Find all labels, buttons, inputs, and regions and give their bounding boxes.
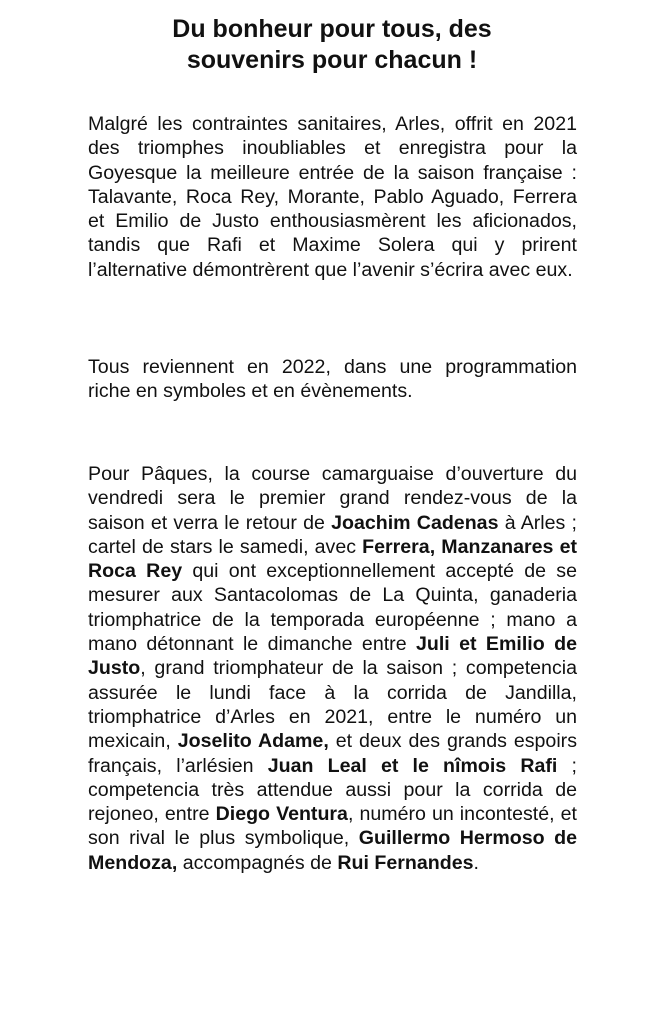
text-segment: , numéro un incontesté, et son rival le plus symbolique,	[88, 803, 577, 850]
text-segment: et deux des grands espoirs français, l’arlésien	[88, 730, 578, 777]
title-line-1: Du bonheur pour tous, des	[172, 15, 492, 43]
text-segment: Pour Pâques, la course camarguaise d’ouverture du vendredi sera le premier grand rendez-vous de la saison et verra le retour de	[88, 463, 577, 534]
text-segment: qui ont exceptionnellement accepté de se mesurer aux Santacolomas de La Quinta, ganaderia triomphatrice de la temporada européenne ; mano a mano détonnant le dimanche entre	[88, 560, 577, 656]
text-segment: .	[473, 851, 479, 874]
document-title	[0, 14, 664, 76]
highlight-name: Guillermo Hermoso de Mendoza,	[88, 827, 577, 874]
paragraph-intro: Malgré les contraintes sanitaires, Arles, offrit en 2021 des triomphes inoubliables et enregistra pour la Goyesque la meilleure entrée de la saison française : Talavante, Roca Rey, Morante, Pablo Aguado, Ferrera et Emilio de Justo enthousiasmèrent les aficionados, tandis que Rafi et Maxime Solera qui y prirent l’alternative démontrèrent que l’avenir s’écrira avec eux.	[88, 113, 577, 281]
text-segment: à Arles ; cartel de stars le samedi, avec	[88, 511, 578, 558]
highlight-name: Joselito Adame,	[177, 730, 329, 753]
highlight-name: Joachim Cadenas	[331, 511, 499, 534]
highlight-name: Juli et Emilio de Justo	[88, 633, 577, 680]
highlight-name: Juan Leal et le nîmois Rafi	[267, 754, 558, 777]
text-segment: ; competencia très attendue aussi pour la corrida de rejoneo, entre	[88, 754, 577, 826]
highlight-name: Diego Ventura	[215, 803, 348, 826]
paragraph-programme: Tous reviennent en 2022, dans une programmation riche en symboles et en évènements.	[88, 356, 577, 403]
paragraph-easter	[88, 462, 577, 875]
highlight-name: Rui Fernandes	[337, 851, 474, 874]
text-segment: accompagnés de	[177, 851, 338, 874]
title-line-2: souvenirs pour chacun !	[186, 46, 478, 74]
highlight-name: Ferrera, Manzanares et Roca Rey	[88, 535, 577, 583]
text-segment: , grand triomphateur de la saison ; competencia assurée le lundi face à la corrida de Jandilla, triomphatrice d’Arles en 2021, entre le numéro un mexicain,	[88, 657, 577, 753]
